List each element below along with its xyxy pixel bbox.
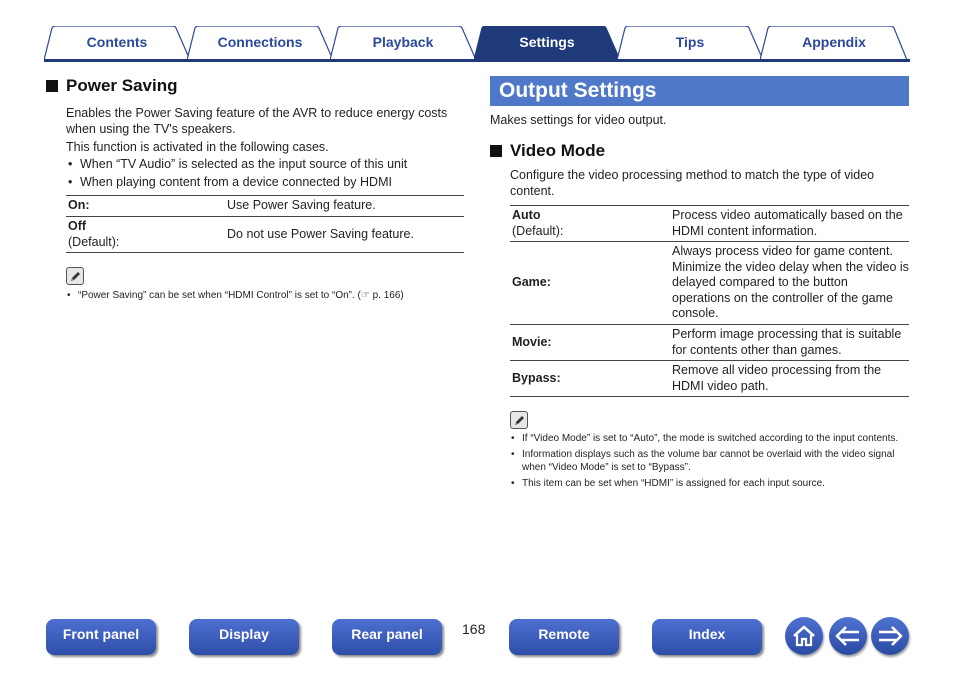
output-settings-desc: Makes settings for video output.: [490, 113, 667, 127]
option-desc: Use Power Saving feature.: [225, 196, 464, 217]
tab-label: Contents: [86, 34, 148, 50]
page-number: 168: [462, 621, 486, 637]
table-row: [510, 242, 909, 325]
video-mode-desc: Configure the video processing method to match the type of video content.: [510, 168, 875, 198]
tab-contents[interactable]: [44, 26, 190, 60]
tab-appendix[interactable]: [760, 26, 908, 60]
power-saving-options-table: [66, 195, 464, 253]
forward-arrow-icon[interactable]: [871, 617, 909, 655]
option-name-cell: [510, 206, 670, 242]
tab-connections[interactable]: [187, 26, 333, 60]
option-name: Movie:: [510, 325, 670, 361]
table-row: [510, 325, 909, 361]
power-saving-heading: [46, 76, 464, 96]
output-settings-title: Output Settings: [490, 76, 909, 106]
tab-label: Playback: [372, 34, 434, 50]
tab-label: Appendix: [802, 34, 866, 50]
option-name: Bypass:: [510, 361, 670, 397]
power-saving-cases: [66, 155, 464, 191]
tab-tips[interactable]: [617, 26, 763, 60]
option-name: Game:: [510, 242, 670, 325]
tab-playback[interactable]: [330, 26, 476, 60]
list-item: • When “TV Audio” is selected as the input source of this unit: [66, 155, 464, 173]
tab-label: Tips: [675, 34, 705, 50]
table-row: [66, 196, 464, 217]
option-default-label: (Default):: [512, 223, 564, 238]
video-mode-options-table: [510, 205, 909, 397]
pencil-note-icon: [66, 267, 84, 285]
option-desc: Do not use Power Saving feature.: [225, 217, 464, 253]
note-item: • Information displays such as the volume bar cannot be overlaid with the video signal when “Video Mode” is set to “Bypass”.: [510, 448, 909, 475]
power-saving-notes: [66, 289, 464, 303]
tab-baseline: [44, 59, 910, 62]
front-panel-button[interactable]: Front panel: [46, 619, 156, 655]
table-row: [510, 206, 909, 242]
top-tab-bar: [44, 26, 910, 62]
section-square-icon: [490, 145, 502, 157]
table-row: [510, 361, 909, 397]
option-name: On:: [66, 196, 225, 217]
video-mode-heading: [490, 141, 909, 161]
power-saving-intro: Enables the Power Saving feature of the AVR to reduce energy costs when using the TV's speakers.: [66, 106, 448, 136]
note-item: • This item can be set when “HDMI” is assigned for each input source.: [510, 477, 909, 491]
option-name: Auto: [512, 208, 541, 222]
output-settings-section: [490, 76, 909, 490]
power-saving-activated-text: This function is activated in the following cases.: [66, 140, 329, 154]
option-desc: Remove all video processing from the HDMI video path.: [670, 361, 909, 397]
table-row: [66, 217, 464, 253]
note-item: • “Power Saving” can be set when “HDMI Control” is set to “On”. (☞ p. 166): [66, 289, 464, 303]
back-arrow-icon[interactable]: [829, 617, 867, 655]
tab-label: Settings: [519, 34, 575, 50]
heading-text: Power Saving: [66, 76, 178, 95]
section-square-icon: [46, 80, 58, 92]
tab-label: Connections: [217, 34, 303, 50]
heading-text: Video Mode: [510, 141, 606, 160]
pencil-note-icon: [510, 411, 528, 429]
index-button[interactable]: Index: [652, 619, 762, 655]
option-default-label: (Default):: [68, 234, 120, 249]
rear-panel-button[interactable]: Rear panel: [332, 619, 442, 655]
power-saving-section: [46, 76, 464, 303]
list-item: • When playing content from a device connected by HDMI: [66, 173, 464, 191]
option-name-cell: [66, 217, 225, 253]
option-name: Off: [68, 219, 87, 233]
tab-settings[interactable]: [474, 26, 620, 60]
display-button[interactable]: Display: [189, 619, 299, 655]
note-item: • If “Video Mode” is set to “Auto”, the mode is switched according to the input contents.: [510, 432, 909, 446]
video-mode-notes: [510, 432, 909, 490]
option-desc: Always process video for game content. Minimize the video delay when the video is delayed compared to the button operations on the controller of the game console.: [670, 242, 909, 325]
option-desc: Process video automatically based on the HDMI content information.: [670, 206, 909, 242]
option-desc: Perform image processing that is suitable for contents other than games.: [670, 325, 909, 361]
remote-button[interactable]: Remote: [509, 619, 619, 655]
home-icon[interactable]: [785, 617, 823, 655]
